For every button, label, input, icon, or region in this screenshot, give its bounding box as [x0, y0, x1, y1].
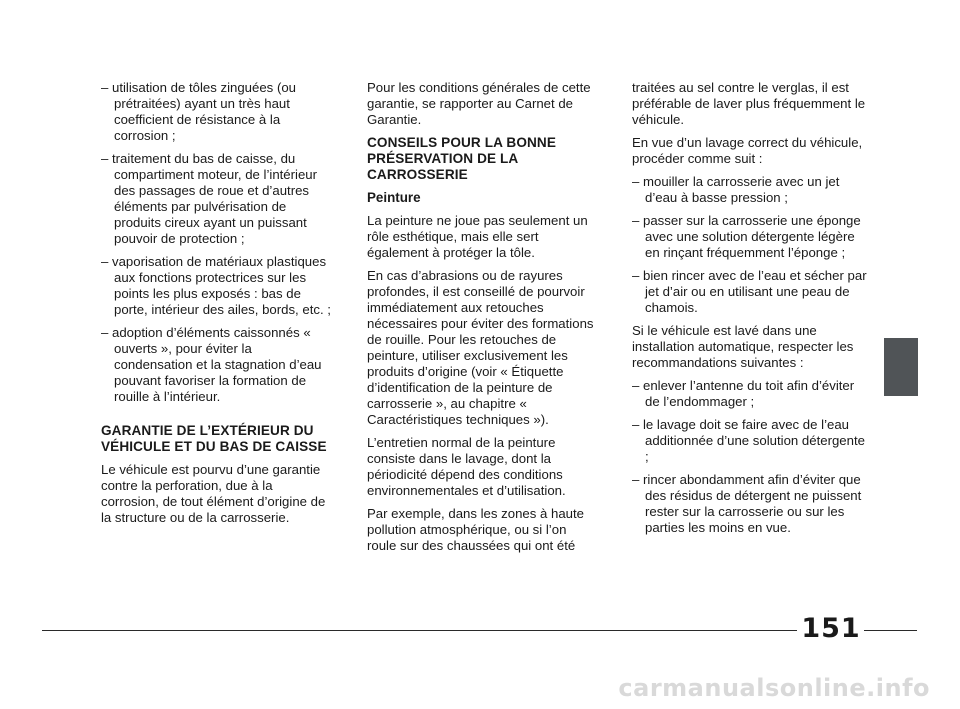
list-item: – adoption d’éléments caissonnés « ouverts », pour éviter la condensation et la stagnation d’eau pouvant favoriser la formation de rouille à l’intérieur.	[101, 325, 322, 404]
chapter-tab-marker	[884, 338, 918, 396]
list-item: – le lavage doit se faire avec de l’eau additionnée d’une solution détergente ;	[632, 417, 865, 464]
list-item: – bien rincer avec de l’eau et sécher par jet d’air ou en utilisant une peau de chamois.	[632, 268, 867, 315]
list-item: – enlever l’antenne du toit afin d’éviter de l’endommager ;	[632, 378, 855, 409]
watermark: carmanualsonline.info	[618, 674, 930, 702]
page-number: 151	[801, 613, 861, 644]
paragraph: L’entretien normal de la peinture consiste dans le lavage, dont la périodicité dépend des conditions environnementales et d’utilisation.	[367, 435, 566, 498]
paragraph: Par exemple, dans les zones à haute pollution atmosphérique, ou si l’on roule sur des chaussées qui ont été	[367, 506, 584, 553]
guarantee-paragraph: Le véhicule est pourvu d’une garantie contre la perforation, due à la corrosion, de tout élément d’origine de la structure ou de la carrosserie.	[101, 462, 326, 525]
paragraph: traitées au sel contre le verglas, il est préférable de laver plus fréquemment le véhicule.	[632, 80, 866, 127]
intro-paragraph: Pour les conditions générales de cette garantie, se rapporter au Carnet de Garantie.	[367, 80, 591, 127]
column-3	[632, 80, 867, 543]
list-item: – utilisation de tôles zinguées (ou prétraitées) ayant un très haut coefficient de résistance à la corrosion ;	[101, 80, 297, 143]
list-item: – rincer abondamment afin d’éviter que des résidus de détergent ne puissent rester sur la carrosserie ou sur les parties les moins en vue.	[632, 472, 862, 535]
subheading-paint: Peinture	[367, 190, 421, 205]
footer-rule-right	[864, 630, 917, 631]
list-item: – mouiller la carrosserie avec un jet d’eau à basse pression ;	[632, 174, 840, 205]
list-item: – traitement du bas de caisse, du compartiment moteur, de l’intérieur des passages de roue et d’autres éléments par pulvérisation de produits cireux ayant un puissant pouvoir de protection ;	[101, 151, 318, 246]
column-1	[101, 80, 333, 533]
paragraph: En cas d’abrasions ou de rayures profondes, il est conseillé de pourvoir immédiatement aux retouches nécessaires pour éviter des formations de rouille. Pour les retouches de peinture, utiliser exclusivement les produits d’origine (voir « Étiquette d’identification de la peinture de carrosserie », au chapitre « Caractéristiques techniques »).	[367, 268, 594, 427]
list-item: – passer sur la carrosserie une éponge avec une solution détergente légère en rinçant fréquemment l’éponge ;	[632, 213, 861, 260]
paragraph: En vue d’un lavage correct du véhicule, procéder comme suit :	[632, 135, 863, 166]
list-item: – vaporisation de matériaux plastiques aux fonctions protectrices sur les points les plus exposés : bas de porte, intérieur des ailes, bords, etc. ;	[101, 254, 331, 317]
section-heading-guarantee: GARANTIE DE L’EXTÉRIEUR DU VÉHICULE ET DU BAS DE CAISSE	[101, 423, 327, 454]
footer-rule-left	[42, 630, 797, 631]
column-2	[367, 80, 599, 561]
paragraph: La peinture ne joue pas seulement un rôle esthétique, mais elle sert également à protéger la tôle.	[367, 213, 588, 260]
paragraph: Si le véhicule est lavé dans une installation automatique, respecter les recommandations suivantes :	[632, 323, 854, 370]
section-heading-advice: CONSEILS POUR LA BONNE PRÉSERVATION DE LA CARROSSERIE	[367, 135, 557, 182]
